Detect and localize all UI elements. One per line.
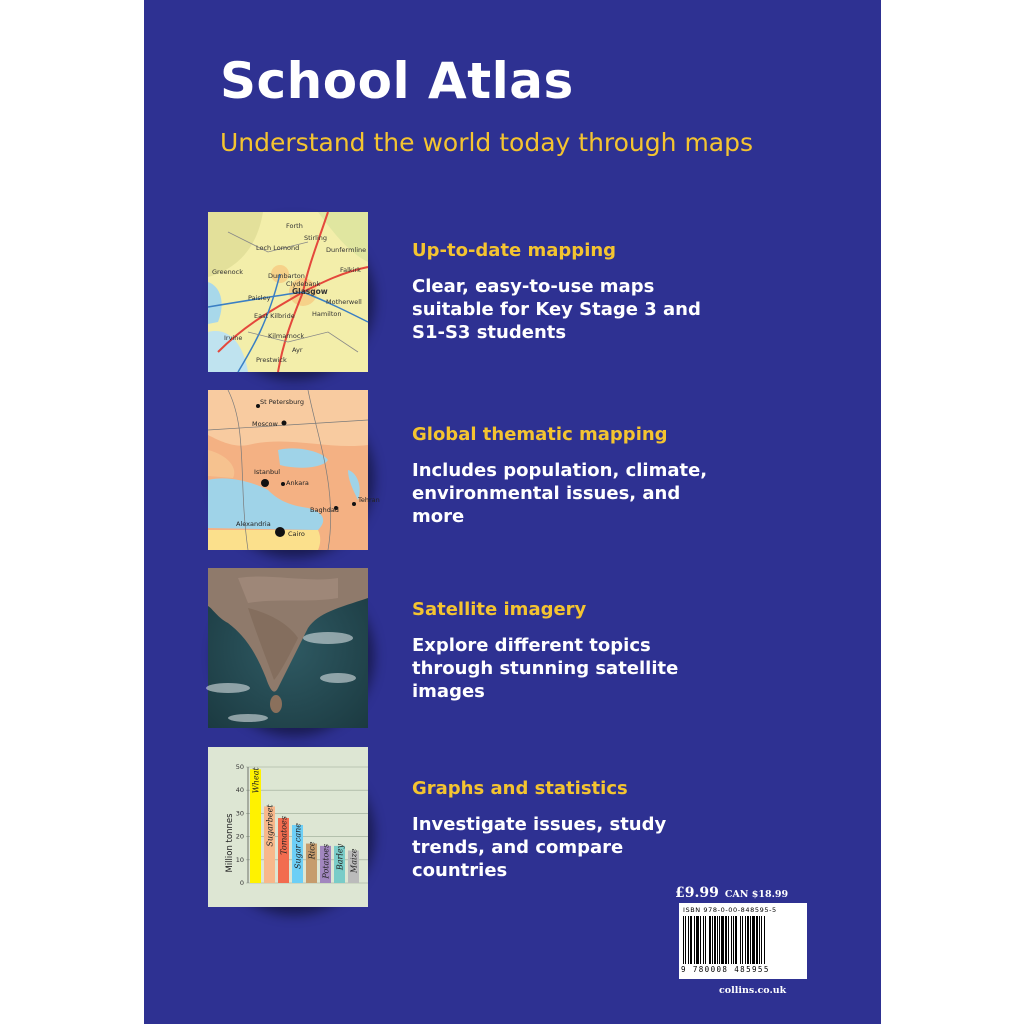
- y-tick-label: 10: [235, 855, 244, 864]
- map-label: Paisley: [248, 294, 271, 302]
- map-label: Loch Lomond: [256, 244, 300, 252]
- price-gbp: £9.99: [675, 885, 719, 901]
- map-label: St Petersburg: [260, 398, 304, 406]
- barcode-bar: [719, 916, 720, 964]
- map-label: Moscow: [252, 420, 278, 428]
- isbn-number: ISBN 978-0-00-848595-5: [683, 906, 777, 914]
- feature-heading: Up-to-date mapping: [412, 240, 617, 261]
- map-label: Dumbarton: [268, 272, 305, 280]
- map-label: Glasgow: [292, 287, 328, 296]
- feature-heading: Satellite imagery: [412, 599, 587, 620]
- barcode-bar: [690, 916, 692, 964]
- satellite-image-disc: [208, 568, 368, 728]
- barcode-bar: [705, 916, 706, 964]
- bar-label: Maize: [349, 848, 359, 873]
- feature-graphs-and-statistics: [412, 778, 732, 882]
- y-tick-label: 20: [235, 832, 244, 841]
- feature-description: Explore different topics through stunning satellite images: [412, 635, 679, 702]
- bar-label: Wheat: [251, 767, 261, 794]
- publisher-website: collins.co.uk: [719, 985, 787, 996]
- bar-label: Sugarbeet: [265, 804, 275, 847]
- barcode-bar: [712, 916, 713, 964]
- barcode-bar: [688, 916, 689, 964]
- map-label: East Kilbride: [254, 312, 295, 320]
- barcode-bars: [683, 916, 803, 964]
- bar-label: Barley: [335, 843, 345, 871]
- barcode-bar: [764, 916, 765, 964]
- barcode-bar: [747, 916, 749, 964]
- map-label: Irvine: [224, 334, 243, 342]
- cover-title: School Atlas: [220, 52, 574, 110]
- barcode-bar: [728, 916, 729, 964]
- feature-satellite-imagery: [412, 599, 732, 703]
- y-tick-label: 50: [235, 763, 244, 771]
- bar-label: Potatoes: [321, 843, 331, 879]
- barcode-bar: [759, 916, 760, 964]
- map-label: Motherwell: [326, 298, 362, 306]
- map-label: Ayr: [292, 346, 303, 354]
- feature-up-to-date-mapping: [412, 240, 732, 344]
- map-label: Hamilton: [312, 310, 342, 318]
- bar-label: Sugar cane: [293, 823, 303, 870]
- barcode-bar: [731, 916, 732, 964]
- back-cover: [144, 0, 881, 1024]
- y-tick-label: 40: [235, 786, 244, 795]
- thematic-map-disc: [208, 390, 380, 550]
- map-label: Greenock: [212, 268, 243, 276]
- barcode-bar: [750, 916, 751, 964]
- bar-chart-disc: [208, 747, 368, 907]
- map-label: Clydebank: [286, 280, 321, 288]
- barcode-bar: [756, 916, 758, 964]
- feature-heading: Global thematic mapping: [412, 424, 668, 445]
- map-label: Kilmarnock: [268, 332, 305, 340]
- cover-subtitle: Understand the world today through maps: [220, 128, 754, 157]
- barcode-bar: [721, 916, 724, 964]
- map-label: Alexandria: [236, 520, 271, 528]
- map-label: Prestwick: [256, 356, 287, 364]
- barcode-bar: [714, 916, 716, 964]
- barcode-bar: [740, 916, 741, 964]
- barcode-bar: [725, 916, 727, 964]
- barcode-digits: 9 780008 485955: [681, 965, 770, 974]
- feature-description: Includes population, climate, environmental issues, and more: [412, 460, 708, 527]
- map-label: Istanbul: [254, 468, 281, 476]
- barcode-bar: [683, 916, 684, 964]
- barcode-bar: [694, 916, 695, 964]
- map-label: Stirling: [304, 234, 328, 242]
- map-label: Dunfermline: [326, 246, 367, 254]
- crop-production-chart: [208, 747, 368, 907]
- barcode-bar: [735, 916, 737, 964]
- y-axis-label: Million tonnes: [225, 813, 235, 873]
- price-can: CAN $18.99: [724, 889, 789, 900]
- map-label: Cairo: [288, 530, 305, 538]
- barcode-bar: [700, 916, 701, 964]
- map-label: Baghdad: [310, 506, 339, 514]
- feature-description: Clear, easy-to-use maps suitable for Key Stage 3 and S1-S3 students: [412, 276, 701, 343]
- map-label: Ankara: [286, 479, 309, 487]
- bar-label: Rice: [307, 841, 317, 860]
- feature-heading: Graphs and statistics: [412, 778, 628, 799]
- y-tick-label: 0: [239, 879, 244, 887]
- isbn-barcode: [679, 903, 807, 979]
- map-label: Falkirk: [340, 266, 361, 274]
- price: [675, 882, 793, 901]
- road-map-disc: [208, 212, 368, 372]
- barcode-bar: [752, 916, 755, 964]
- barcode-bar: [733, 916, 734, 964]
- barcode-bar: [717, 916, 718, 964]
- feature-global-thematic-mapping: [412, 424, 732, 528]
- barcode-bar: [745, 916, 746, 964]
- barcode-bar: [761, 916, 762, 964]
- bar-label: Tomatoes: [279, 816, 289, 855]
- map-label: Forth: [286, 222, 303, 230]
- barcode-bar: [696, 916, 699, 964]
- y-tick-label: 30: [235, 809, 244, 818]
- barcode-bar: [703, 916, 704, 964]
- barcode-bar: [685, 916, 686, 964]
- feature-description: Investigate issues, study trends, and compare countries: [412, 814, 667, 881]
- barcode-bar: [742, 916, 743, 964]
- map-label: Tehran: [358, 496, 380, 504]
- barcode-bar: [709, 916, 711, 964]
